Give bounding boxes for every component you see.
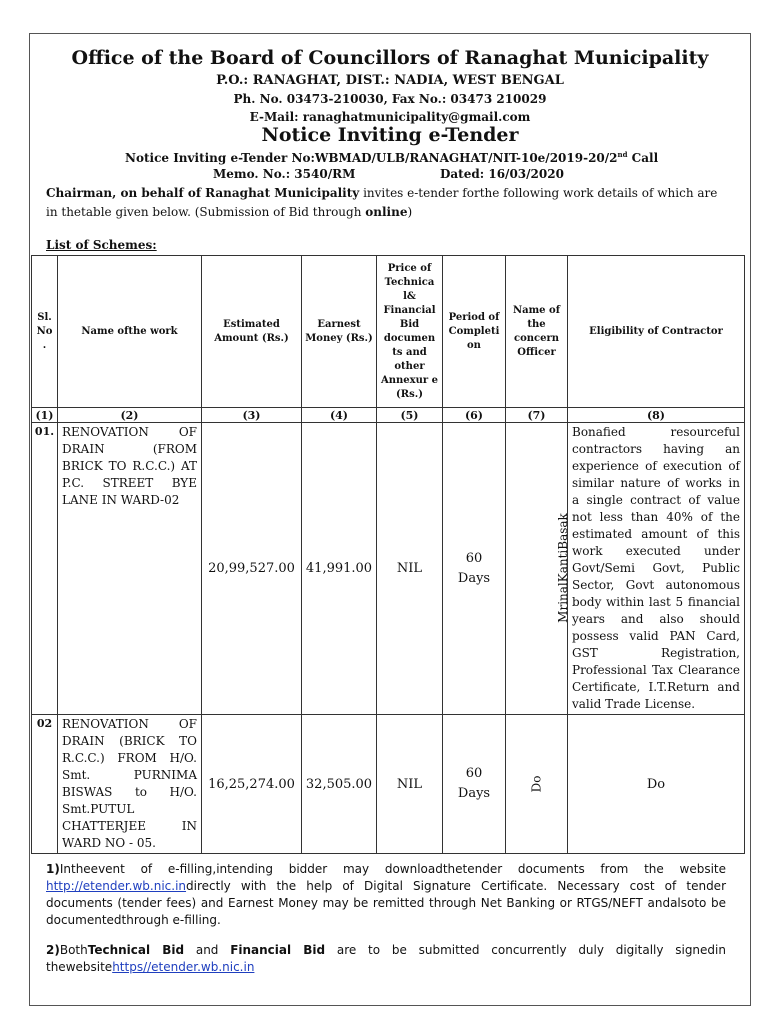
row-eligibility: Do — [568, 715, 745, 854]
etender-link[interactable]: http://etender.wb.nic.in — [46, 879, 187, 893]
header-estimated: Estimated Amount (Rs.) — [202, 256, 302, 408]
col-number: (2) — [58, 408, 202, 423]
table-row — [32, 715, 745, 854]
column-number-row — [32, 408, 745, 423]
col-number: (5) — [377, 408, 443, 423]
office-address: P.O.: RANAGHAT, DIST.: NADIA, WEST BENGAL — [216, 73, 564, 88]
notice-title: Notice Inviting e-Tender — [261, 124, 519, 146]
row-sl: 02 — [32, 715, 58, 854]
row-price: NIL — [377, 715, 443, 854]
list-of-schemes-heading: List of Schemes: — [46, 238, 157, 252]
row-officer: MrinalKantiBasak — [555, 513, 570, 623]
col-number: (4) — [302, 408, 377, 423]
row-earnest: 41,991.00 — [302, 423, 377, 715]
col-number: (8) — [568, 408, 745, 423]
intro-paragraph: Chairman, on behalf of Ranaghat Municipality invites e-tender forthe following work details of which are in thetable given below. (Submission of Bid through online) — [46, 186, 718, 219]
row-price: NIL — [377, 423, 443, 715]
header-period: Period of Completi on — [443, 256, 506, 408]
header-name: Name ofthe work — [58, 256, 202, 408]
header-eligibility: Eligibility of Contractor — [568, 256, 745, 408]
table-row — [32, 423, 745, 715]
row-earnest: 32,505.00 — [302, 715, 377, 854]
row-work-name: RENOVATION OF DRAIN (FROM BRICK TO R.C.C.) AT P.C. STREET BYE LANE IN WARD-02 — [58, 423, 202, 715]
row-sl: 01. — [32, 423, 58, 715]
row-estimated: 20,99,527.00 — [202, 423, 302, 715]
row-period: 60 Days — [443, 715, 506, 854]
header-officer: Name of the concern Officer — [506, 256, 568, 408]
table-header-row — [32, 256, 745, 408]
row-period: 60 Days — [443, 423, 506, 715]
paragraph-1: 1)Intheevent of e-filling,intending bidder may downloadthetender documents from the website http://etender.wb.nic.indirectly with the help of Digital Signature Certificate. Necessary cost of tender documents (tender fees) and Earnest Money may be remitted through Net Banking or RTGS/NEFT andalsoto be documentedthrough e-filling. — [46, 862, 726, 927]
office-heading: Office of the Board of Councillors of Ranaghat Municipality — [71, 47, 709, 69]
col-number: (3) — [202, 408, 302, 423]
memo-number: Memo. No.: 3540/RM — [213, 167, 356, 181]
office-email: E-Mail: ranaghatmunicipality@gmail.com — [249, 110, 531, 124]
col-number: (6) — [443, 408, 506, 423]
memo-date: Dated: 16/03/2020 — [440, 167, 564, 181]
office-phone: Ph. No. 03473-210030, Fax No.: 03473 210029 — [233, 92, 547, 106]
header-price: Price of Technica l& Financial Bid documen ts and other Annexur e (Rs.) — [377, 256, 443, 408]
col-number: (1) — [32, 408, 58, 423]
header-earnest: Earnest Money (Rs.) — [302, 256, 377, 408]
row-officer: Do — [529, 775, 544, 792]
header-sl: Sl. No . — [32, 256, 58, 408]
col-number: (7) — [506, 408, 568, 423]
row-officer-cell — [506, 423, 568, 715]
etender-link-2[interactable]: https//etender.wb.nic.in — [112, 960, 255, 974]
paragraph-2: 2)BothTechnical Bid and Financial Bid are to be submitted concurrently duly digitally signedin thewebsitehttps//etender.wb.nic.in — [46, 943, 726, 974]
nit-number: Notice Inviting e-Tender No:WBMAD/ULB/RANAGHAT/NIT-10e/2019-20/2nd Call — [125, 150, 659, 165]
row-work-name: RENOVATION OF DRAIN (BRICK TO R.C.C.) FROM H/O. Smt. PURNIMA BISWAS to H/O. Smt.PUTUL CHATTERJEE IN WARD NO - 05. — [58, 715, 202, 854]
row-eligibility: Bonafied resourceful contractors having an experience of execution of similar nature of works in a single contract of value not less than 40% of the estimated amount of this work executed under Govt/Semi Govt, Public Sector, Govt autonomous body within last 5 financial years and also should possess valid PAN Card, GST Registration, Professional Tax Clearance Certificate, I.T.Return and valid Trade License. — [568, 423, 745, 715]
schemes-table — [31, 255, 745, 854]
row-officer-cell — [506, 715, 568, 854]
row-estimated: 16,25,274.00 — [202, 715, 302, 854]
